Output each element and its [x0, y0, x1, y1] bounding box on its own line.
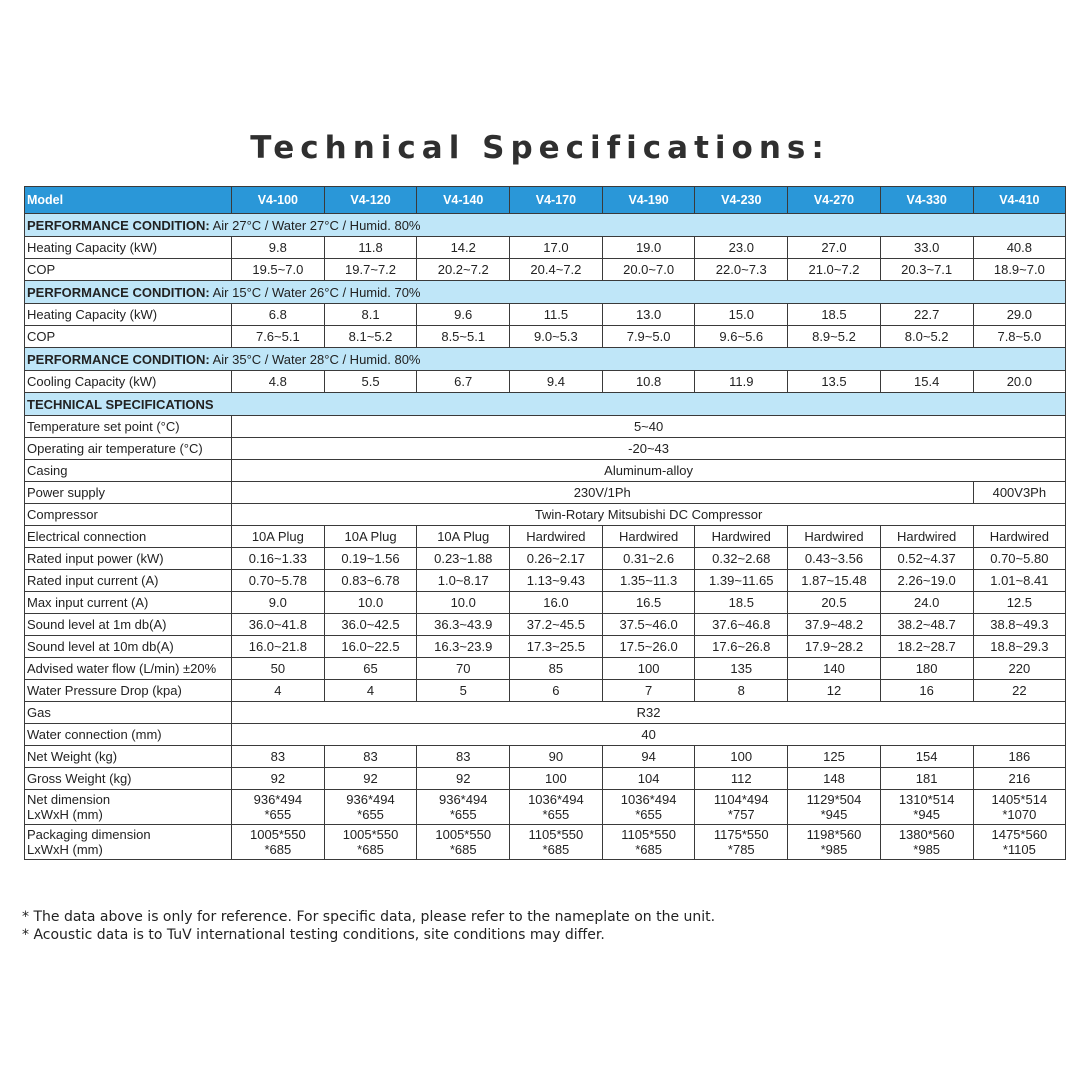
value-cell [510, 790, 603, 825]
value-cell: 18.8~29.3 [973, 636, 1066, 658]
model-column-header: V4-190 [602, 187, 695, 214]
row-label: Compressor [25, 504, 232, 526]
value-cell [510, 825, 603, 860]
value-cell: 1.01~8.41 [973, 570, 1066, 592]
value-line: 1036*494 [528, 792, 584, 807]
row-label: Advised water flow (L/min) ±20% [25, 658, 232, 680]
value-cell: 40.8 [973, 237, 1066, 259]
value-cell: 20.4~7.2 [510, 259, 603, 281]
value-cell: 37.6~46.8 [695, 614, 788, 636]
spec-row-maxcurrent [25, 592, 1066, 614]
value-cell: 7 [602, 680, 695, 702]
model-column-header: V4-270 [788, 187, 881, 214]
spec-row-cop2 [25, 326, 1066, 348]
value-cell: 24.0 [880, 592, 973, 614]
value-line: 936*494 [253, 792, 303, 807]
value-cell: 9.0 [232, 592, 325, 614]
value-cell: 10.8 [602, 371, 695, 393]
spec-row-netdim [25, 790, 1066, 825]
value-cell: 8.0~5.2 [880, 326, 973, 348]
value-cell: 1.87~15.48 [788, 570, 881, 592]
value-line: *757 [727, 807, 755, 822]
value-line: *655 [449, 807, 477, 822]
value-cell: 50 [232, 658, 325, 680]
model-header: Model [25, 187, 232, 214]
value-line: *655 [542, 807, 570, 822]
section-row [25, 348, 1066, 371]
value-cell: 1.35~11.3 [602, 570, 695, 592]
value-cell: 22.7 [880, 304, 973, 326]
value-line: 1405*514 [991, 792, 1048, 807]
section-title: PERFORMANCE CONDITION: [27, 217, 210, 233]
value-cell: 6.7 [417, 371, 510, 393]
value-cell: 112 [695, 768, 788, 790]
value-line: 936*494 [438, 792, 488, 807]
value-cell [417, 790, 510, 825]
value-cell: 12 [788, 680, 881, 702]
value-line: 936*494 [346, 792, 395, 807]
value-cell: 9.4 [510, 371, 603, 393]
value-cell: 154 [880, 746, 973, 768]
value-cell: 27.0 [788, 237, 881, 259]
value-cell: 0.32~2.68 [695, 548, 788, 570]
value-cell [973, 825, 1066, 860]
value-cell [602, 790, 695, 825]
value-line: *985 [820, 842, 848, 857]
value-cell: 9.8 [232, 237, 325, 259]
value-cell: 92 [417, 768, 510, 790]
value-cell: 0.19~1.56 [324, 548, 417, 570]
value-cell: 0.83~6.78 [324, 570, 417, 592]
row-label: Heating Capacity (kW) [25, 304, 232, 326]
value-cell: 18.5 [788, 304, 881, 326]
section-header-cell [25, 393, 1066, 416]
value-cell [695, 790, 788, 825]
spec-row-casing [25, 460, 1066, 482]
spec-row-pressure [25, 680, 1066, 702]
value-cell-merged: -20~43 [232, 438, 1066, 460]
value-line: 1005*550 [435, 827, 492, 842]
value-line: 1129*504 [806, 792, 862, 807]
value-line: *945 [913, 807, 941, 822]
value-cell: 1.13~9.43 [510, 570, 603, 592]
value-cell: 0.16~1.33 [232, 548, 325, 570]
value-cell: 9.6 [417, 304, 510, 326]
value-cell: 10.0 [324, 592, 417, 614]
value-cell: 8.9~5.2 [788, 326, 881, 348]
value-cell: 186 [973, 746, 1066, 768]
value-cell: 11.5 [510, 304, 603, 326]
value-cell: 83 [232, 746, 325, 768]
section-condition: Air 35°C / Water 28°C / Humid. 80% [209, 351, 421, 367]
value-line: *785 [727, 842, 755, 857]
value-line: *1070 [1002, 807, 1037, 822]
value-cell: 0.70~5.78 [232, 570, 325, 592]
value-cell: 100 [510, 768, 603, 790]
value-cell [973, 790, 1066, 825]
value-cell: 21.0~7.2 [788, 259, 881, 281]
value-cell [880, 825, 973, 860]
value-cell: 0.31~2.6 [602, 548, 695, 570]
value-cell-merged: 230V/1Ph [232, 482, 974, 504]
value-cell: 13.5 [788, 371, 881, 393]
value-cell: 16.5 [602, 592, 695, 614]
value-cell: 5 [417, 680, 510, 702]
spec-row-ratedpower [25, 548, 1066, 570]
value-cell: 180 [880, 658, 973, 680]
row-label: Operating air temperature (°C) [25, 438, 232, 460]
value-cell: 7.8~5.0 [973, 326, 1066, 348]
row-label: Water Pressure Drop (kpa) [25, 680, 232, 702]
value-cell: Hardwired [695, 526, 788, 548]
value-cell: 8 [695, 680, 788, 702]
value-cell: 38.8~49.3 [973, 614, 1066, 636]
row-label-line: LxWxH (mm) [27, 807, 103, 822]
value-cell: 4 [232, 680, 325, 702]
row-label: Temperature set point (°C) [25, 416, 232, 438]
spec-row-netweight [25, 746, 1066, 768]
value-cell: 16.3~23.9 [417, 636, 510, 658]
value-cell [602, 825, 695, 860]
footnotes [22, 908, 715, 944]
value-cell: 100 [695, 746, 788, 768]
value-cell: Hardwired [510, 526, 603, 548]
value-line: *945 [820, 807, 848, 822]
value-cell: 83 [324, 746, 417, 768]
model-column-header: V4-330 [880, 187, 973, 214]
value-cell: 22.0~7.3 [695, 259, 788, 281]
value-cell-merged: 40 [232, 724, 1066, 746]
value-cell: 85 [510, 658, 603, 680]
value-cell: 37.9~48.2 [788, 614, 881, 636]
section-row [25, 281, 1066, 304]
value-cell: 16.0~21.8 [232, 636, 325, 658]
spec-row-pkgdim [25, 825, 1066, 860]
value-line: 1475*560 [991, 827, 1048, 842]
row-label: Sound level at 1m db(A) [25, 614, 232, 636]
row-label: Gross Weight (kg) [25, 768, 232, 790]
value-cell: 36.0~41.8 [232, 614, 325, 636]
spec-row-cop1 [25, 259, 1066, 281]
spec-row-ratedcurrent [25, 570, 1066, 592]
value-cell: 16.0~22.5 [324, 636, 417, 658]
value-cell: 18.2~28.7 [880, 636, 973, 658]
value-cell: 4.8 [232, 371, 325, 393]
value-cell: 8.5~5.1 [417, 326, 510, 348]
row-label: Water connection (mm) [25, 724, 232, 746]
value-cell: 181 [880, 768, 973, 790]
value-cell: 10A Plug [417, 526, 510, 548]
value-line: 1105*550 [621, 827, 676, 842]
value-cell: 2.26~19.0 [880, 570, 973, 592]
value-line: 1198*560 [806, 827, 862, 842]
value-cell [880, 790, 973, 825]
row-label [25, 790, 232, 825]
value-line: 1175*550 [713, 827, 769, 842]
row-label-line: LxWxH (mm) [27, 842, 103, 857]
row-label: Rated input current (A) [25, 570, 232, 592]
value-line: 1310*514 [898, 792, 955, 807]
value-line: *985 [913, 842, 941, 857]
row-label: Rated input power (kW) [25, 548, 232, 570]
value-cell: 37.2~45.5 [510, 614, 603, 636]
value-line: *685 [542, 842, 570, 857]
spec-row-airtemp [25, 438, 1066, 460]
value-cell: 38.2~48.7 [880, 614, 973, 636]
spec-row-compressor [25, 504, 1066, 526]
spec-row-waterconn [25, 724, 1066, 746]
footnote-acoustic: * Acoustic data is to TuV international testing conditions, site conditions may differ. [22, 927, 605, 943]
value-cell: Hardwired [602, 526, 695, 548]
value-cell-merged: 5~40 [232, 416, 1066, 438]
value-cell: 0.70~5.80 [973, 548, 1066, 570]
spec-row-grossweight [25, 768, 1066, 790]
value-cell: 0.43~3.56 [788, 548, 881, 570]
value-cell: 1.0~8.17 [417, 570, 510, 592]
value-cell: 33.0 [880, 237, 973, 259]
value-cell: Hardwired [973, 526, 1066, 548]
value-cell: 9.6~5.6 [695, 326, 788, 348]
spec-row-heat1 [25, 237, 1066, 259]
row-label: Casing [25, 460, 232, 482]
value-cell: 92 [324, 768, 417, 790]
value-cell: 17.5~26.0 [602, 636, 695, 658]
value-cell: 0.23~1.88 [417, 548, 510, 570]
spec-row-waterflow [25, 658, 1066, 680]
value-line: 1380*560 [898, 827, 955, 842]
value-line: 1105*550 [528, 827, 584, 842]
section-header-cell [25, 214, 1066, 237]
value-cell [417, 825, 510, 860]
value-cell-merged: R32 [232, 702, 1066, 724]
page-title: Technical Specifications: [250, 130, 830, 166]
value-cell: 1.39~11.65 [695, 570, 788, 592]
spec-row-heat2 [25, 304, 1066, 326]
value-cell: 7.9~5.0 [602, 326, 695, 348]
spec-row-tempset [25, 416, 1066, 438]
value-cell: 16.0 [510, 592, 603, 614]
value-cell: 70 [417, 658, 510, 680]
value-cell: 8.1~5.2 [324, 326, 417, 348]
section-condition: Air 27°C / Water 27°C / Humid. 80% [209, 217, 421, 233]
value-cell-merged: Twin-Rotary Mitsubishi DC Compressor [232, 504, 1066, 526]
value-cell: 20.2~7.2 [417, 259, 510, 281]
section-title: PERFORMANCE CONDITION: [27, 284, 210, 300]
value-cell: 22 [973, 680, 1066, 702]
value-cell: 7.6~5.1 [232, 326, 325, 348]
value-cell: 135 [695, 658, 788, 680]
row-label: Cooling Capacity (kW) [25, 371, 232, 393]
value-cell: 20.5 [788, 592, 881, 614]
value-cell: 20.3~7.1 [880, 259, 973, 281]
value-line: *685 [449, 842, 477, 857]
row-label: Gas [25, 702, 232, 724]
model-column-header: V4-140 [417, 187, 510, 214]
value-cell: 29.0 [973, 304, 1066, 326]
value-cell: 18.5 [695, 592, 788, 614]
spec-row-gas [25, 702, 1066, 724]
value-cell: 0.52~4.37 [880, 548, 973, 570]
value-cell: 19.5~7.0 [232, 259, 325, 281]
value-cell: 400V3Ph [973, 482, 1066, 504]
value-cell: 11.9 [695, 371, 788, 393]
value-cell-merged: Aluminum-alloy [232, 460, 1066, 482]
value-line: *1105 [1002, 842, 1036, 857]
value-cell: 19.7~7.2 [324, 259, 417, 281]
value-cell: 5.5 [324, 371, 417, 393]
value-line: 1036*494 [620, 792, 677, 807]
section-row [25, 214, 1066, 237]
row-label: COP [25, 326, 232, 348]
value-cell [788, 825, 881, 860]
value-cell: 17.9~28.2 [788, 636, 881, 658]
model-column-header: V4-410 [973, 187, 1066, 214]
row-label: Power supply [25, 482, 232, 504]
value-cell: 10.0 [417, 592, 510, 614]
value-cell [324, 790, 417, 825]
value-cell: 92 [232, 768, 325, 790]
value-cell: 65 [324, 658, 417, 680]
value-line: *655 [635, 807, 662, 822]
row-label [25, 825, 232, 860]
value-cell: 104 [602, 768, 695, 790]
value-line: *685 [635, 842, 662, 857]
value-cell: 37.5~46.0 [602, 614, 695, 636]
value-cell: 90 [510, 746, 603, 768]
value-cell: 83 [417, 746, 510, 768]
value-cell: 19.0 [602, 237, 695, 259]
value-cell: 9.0~5.3 [510, 326, 603, 348]
value-cell: 10A Plug [324, 526, 417, 548]
value-cell: Hardwired [880, 526, 973, 548]
section-condition: Air 15°C / Water 26°C / Humid. 70% [209, 284, 421, 300]
value-cell [695, 825, 788, 860]
spec-row-sound10 [25, 636, 1066, 658]
value-cell: 216 [973, 768, 1066, 790]
row-label: Electrical connection [25, 526, 232, 548]
section-title: TECHNICAL SPECIFICATIONS [27, 396, 214, 412]
section-header-cell [25, 281, 1066, 304]
value-line: 1005*550 [342, 827, 399, 842]
value-line: *685 [357, 842, 384, 857]
model-column-header: V4-100 [232, 187, 325, 214]
spec-row-power [25, 482, 1066, 504]
value-cell: 8.1 [324, 304, 417, 326]
value-cell: 100 [602, 658, 695, 680]
value-cell: 15.0 [695, 304, 788, 326]
value-cell [788, 790, 881, 825]
value-cell: 125 [788, 746, 881, 768]
value-line: 1104*494 [713, 792, 769, 807]
value-cell: 148 [788, 768, 881, 790]
value-cell: 14.2 [417, 237, 510, 259]
row-label-line: Net dimension [27, 792, 111, 807]
value-cell [324, 825, 417, 860]
value-cell: 13.0 [602, 304, 695, 326]
value-cell: 140 [788, 658, 881, 680]
row-label: COP [25, 259, 232, 281]
value-line: *655 [357, 807, 384, 822]
value-cell: 94 [602, 746, 695, 768]
value-cell: 20.0~7.0 [602, 259, 695, 281]
value-line: 1005*550 [250, 827, 306, 842]
value-cell: 11.8 [324, 237, 417, 259]
value-cell: 36.3~43.9 [417, 614, 510, 636]
value-cell: 15.4 [880, 371, 973, 393]
value-cell: 0.26~2.17 [510, 548, 603, 570]
value-line: *685 [264, 842, 292, 857]
model-column-header: V4-120 [324, 187, 417, 214]
value-cell: 17.3~25.5 [510, 636, 603, 658]
value-cell: Hardwired [788, 526, 881, 548]
value-cell: 18.9~7.0 [973, 259, 1066, 281]
value-cell: 6.8 [232, 304, 325, 326]
value-cell [232, 790, 325, 825]
value-cell: 23.0 [695, 237, 788, 259]
value-cell: 10A Plug [232, 526, 325, 548]
value-cell: 6 [510, 680, 603, 702]
spec-table [24, 186, 1066, 860]
header-row [25, 187, 1066, 214]
spec-row-elec [25, 526, 1066, 548]
row-label: Net Weight (kg) [25, 746, 232, 768]
value-cell [232, 825, 325, 860]
value-cell: 220 [973, 658, 1066, 680]
row-label-line: Packaging dimension [27, 827, 151, 842]
section-row [25, 393, 1066, 416]
spec-row-sound1 [25, 614, 1066, 636]
value-cell: 17.6~26.8 [695, 636, 788, 658]
value-line: *655 [264, 807, 292, 822]
section-title: PERFORMANCE CONDITION: [27, 351, 210, 367]
value-cell: 16 [880, 680, 973, 702]
footnote-reference: * The data above is only for reference. For specific data, please refer to the nameplate on the unit. [22, 909, 716, 925]
section-header-cell [25, 348, 1066, 371]
value-cell: 12.5 [973, 592, 1066, 614]
row-label: Max input current (A) [25, 592, 232, 614]
value-cell: 4 [324, 680, 417, 702]
row-label: Sound level at 10m db(A) [25, 636, 232, 658]
row-label: Heating Capacity (kW) [25, 237, 232, 259]
model-column-header: V4-230 [695, 187, 788, 214]
value-cell: 20.0 [973, 371, 1066, 393]
spec-row-cool [25, 371, 1066, 393]
model-column-header: V4-170 [510, 187, 603, 214]
value-cell: 17.0 [510, 237, 603, 259]
value-cell: 36.0~42.5 [324, 614, 417, 636]
